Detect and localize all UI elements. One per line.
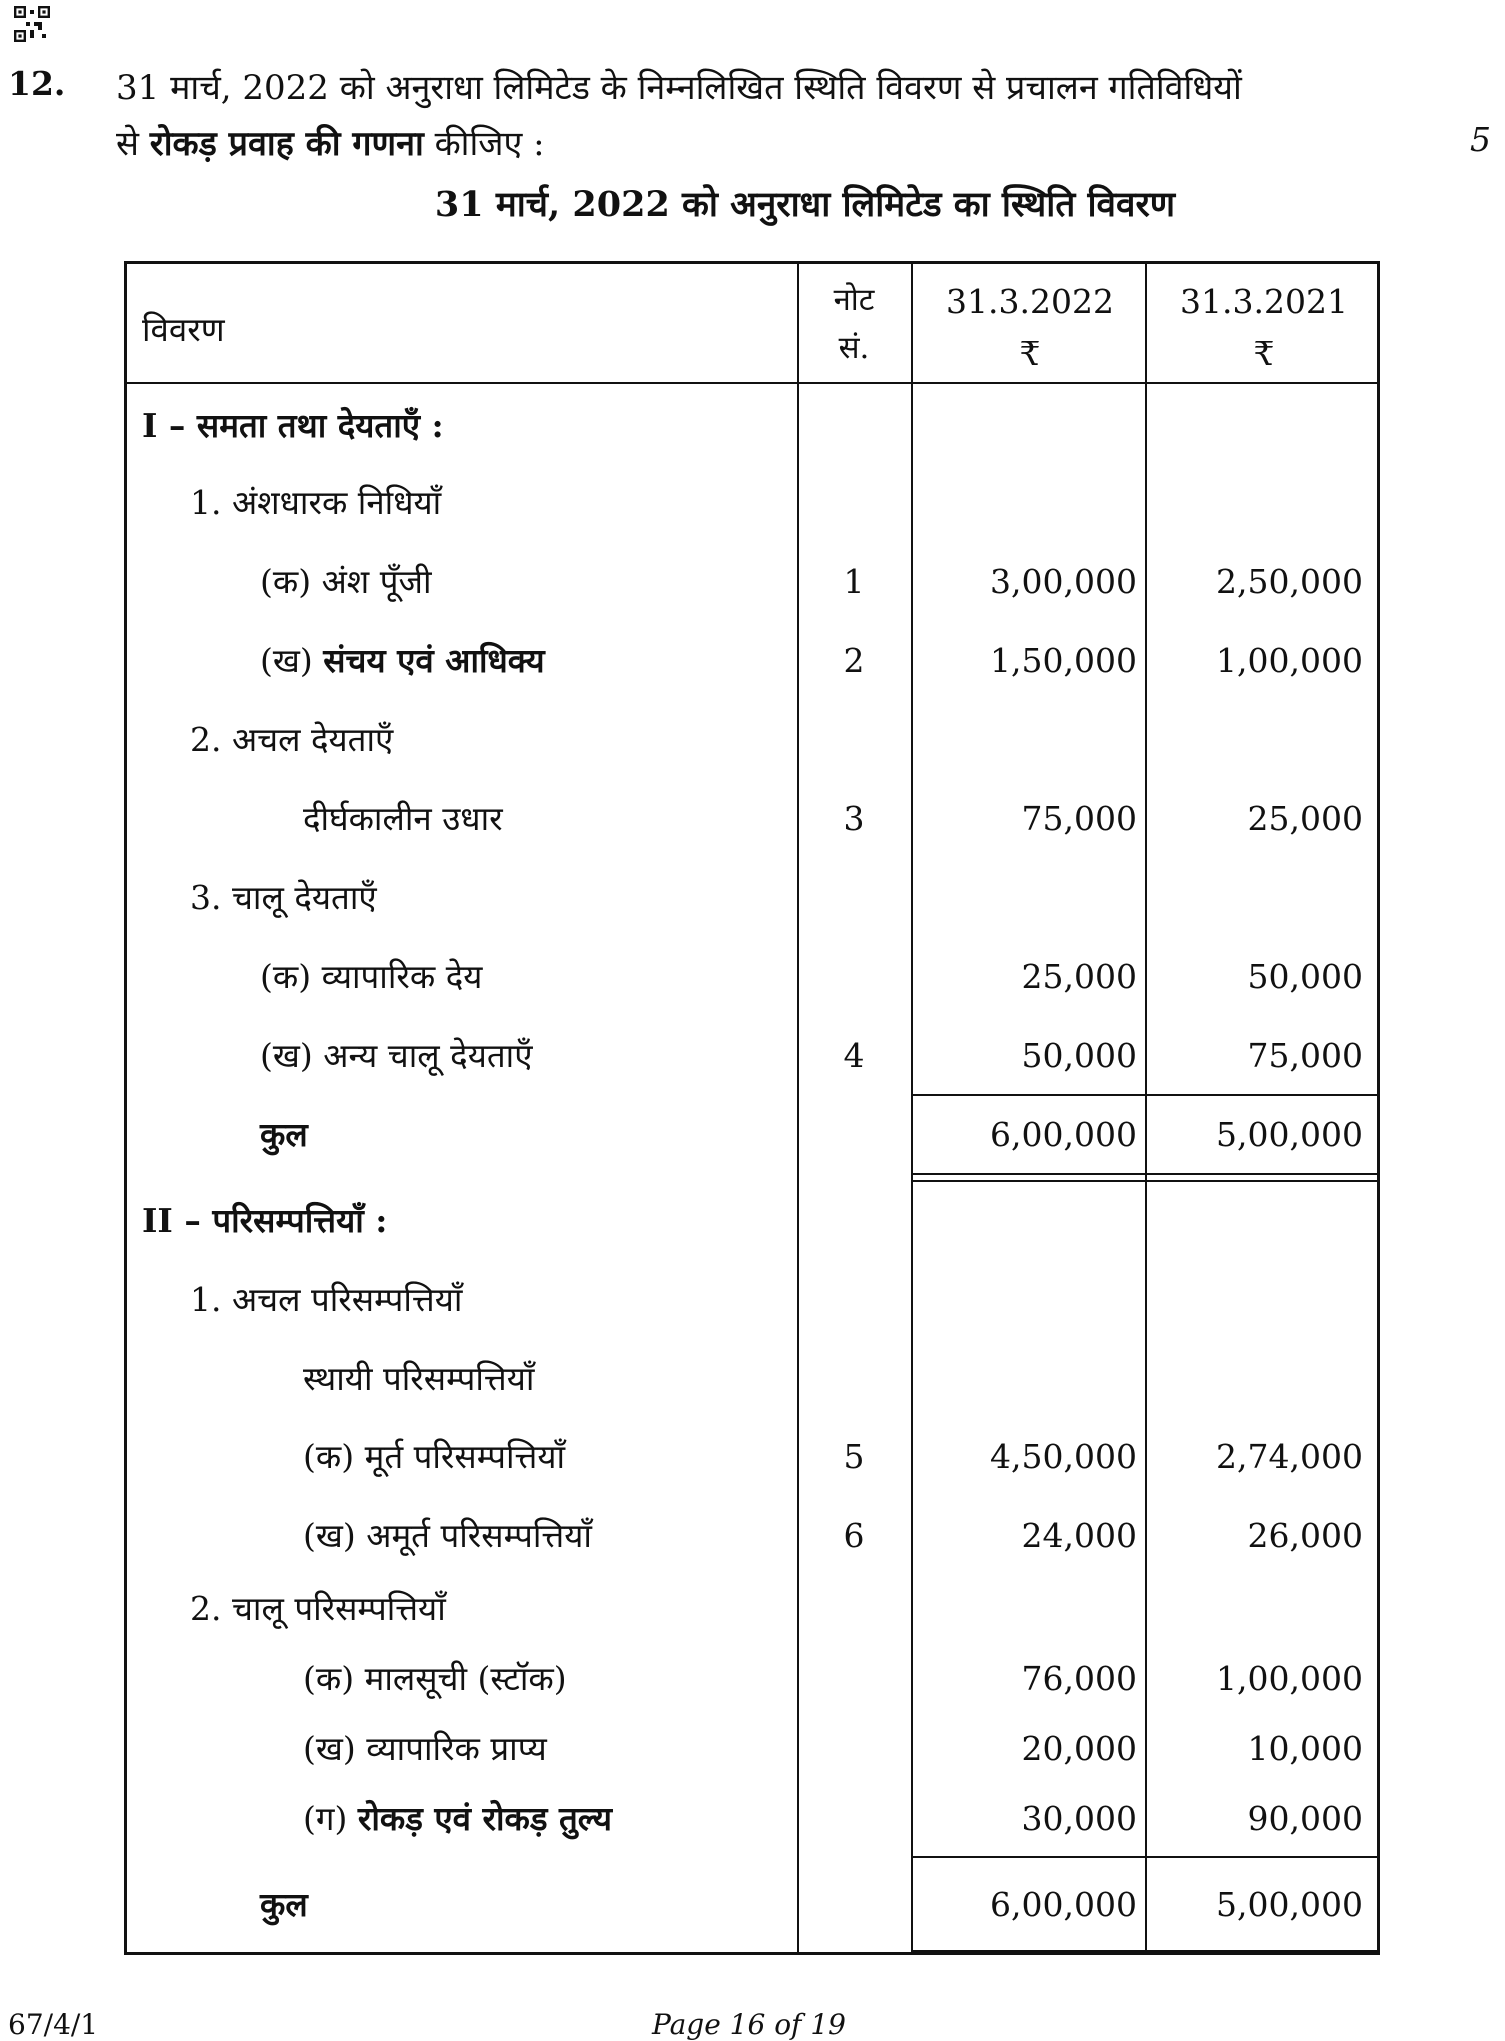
table-row-total: [127, 1106, 1377, 1164]
question-line-2-bold: रोकड़ प्रवाह की गणना: [149, 124, 424, 164]
total-double-rule: [911, 1173, 1377, 1182]
header-year-2021-label: 31.3.2021: [1180, 282, 1348, 321]
table-row: [127, 1580, 1377, 1638]
header-note-line-2: सं.: [838, 330, 870, 366]
question-line-1: 31 मार्च, 2022 को अनुराधा लिमिटेड के निम्नलिखित स्थिति विवरण से प्रचालन गतिविधियों: [116, 68, 1242, 108]
paper-code: 67/4/1: [8, 2008, 99, 2041]
page-number: Page 16 of 19: [652, 2008, 846, 2041]
header-note-no: [799, 276, 909, 372]
question-text: [116, 60, 1416, 172]
table-row: [127, 553, 1377, 611]
row-label-bold: रोकड़ एवं रोकड़ तुल्य: [357, 1799, 613, 1838]
table-row: [127, 1507, 1377, 1565]
row-value-2021: 50,000: [1247, 957, 1363, 996]
row-label: (क) मूर्त परिसम्पत्तियाँ: [303, 1437, 566, 1476]
row-label: (क) अंश पूँजी: [260, 562, 432, 601]
row-value-2022: 3,00,000: [990, 562, 1137, 601]
header-rule: [127, 382, 1377, 384]
qr-code-icon: [14, 6, 50, 42]
row-value-2021: 2,74,000: [1216, 1437, 1363, 1476]
row-note: 4: [843, 1036, 865, 1075]
row-label: [303, 1790, 612, 1848]
question-line-2-prefix: से: [116, 124, 139, 164]
row-value-2022: 24,000: [1021, 1516, 1137, 1555]
row-label-prefix: (ग): [303, 1799, 348, 1838]
row-label: 2. चालू परिसम्पत्तियाँ: [190, 1589, 446, 1628]
header-particulars: विवरण: [142, 310, 225, 349]
table-row: [127, 1027, 1377, 1085]
row-value-2021: 10,000: [1247, 1729, 1363, 1768]
table-row: [127, 1428, 1377, 1486]
row-value-2021: 75,000: [1247, 1036, 1363, 1075]
question-number: 12.: [8, 64, 66, 103]
row-value-2021: 25,000: [1247, 799, 1363, 838]
row-label: 1. अचल परिसम्पत्तियाँ: [190, 1280, 463, 1319]
table-row: [127, 711, 1377, 769]
table-row: [127, 474, 1377, 532]
row-label: दीर्घकालीन उधार: [303, 799, 503, 838]
rupee-icon: ₹: [1019, 334, 1041, 373]
total-value-2021: 5,00,000: [1216, 1885, 1363, 1924]
table-row: [127, 397, 1377, 455]
header-year-2021: [1147, 276, 1381, 380]
total-label: कुल: [260, 1115, 308, 1154]
row-value-2021: 26,000: [1247, 1516, 1363, 1555]
table-row: [127, 790, 1377, 848]
total-rule-top: [911, 1856, 1377, 1858]
table-row: [127, 1720, 1377, 1778]
total-rule-top: [911, 1094, 1377, 1096]
row-value-2021: 1,00,000: [1216, 1659, 1363, 1698]
row-note: 6: [843, 1516, 865, 1555]
row-label-prefix: (ख): [260, 641, 313, 680]
table-row: [127, 1350, 1377, 1408]
section-heading-equity-liabilities: I – समता तथा देयताएँ :: [142, 406, 444, 445]
row-label: (ख) अन्य चालू देयताएँ: [260, 1036, 533, 1075]
row-label: (क) मालसूची (स्टॉक): [303, 1659, 567, 1698]
total-rule-bottom: [911, 1950, 1377, 1954]
table-row: [127, 1192, 1377, 1250]
header-year-2022-label: 31.3.2022: [946, 282, 1114, 321]
balance-sheet-table: [124, 261, 1380, 1955]
section-heading-assets: II – परिसम्पत्तियाँ :: [142, 1201, 388, 1240]
question-line-2-suffix: कीजिए :: [434, 124, 545, 164]
table-row: [127, 869, 1377, 927]
total-value-2022: 6,00,000: [990, 1885, 1137, 1924]
total-value-2021: 5,00,000: [1216, 1115, 1363, 1154]
question-marks: 5: [1470, 120, 1491, 159]
row-value-2022: 76,000: [1021, 1659, 1137, 1698]
row-label: (ख) व्यापारिक प्राप्य: [303, 1729, 547, 1768]
row-value-2021: 2,50,000: [1216, 562, 1363, 601]
row-note: 5: [843, 1437, 865, 1476]
table-row-total: [127, 1876, 1377, 1934]
table-row: [127, 632, 1377, 690]
row-value-2022: 50,000: [1021, 1036, 1137, 1075]
row-value-2021: 90,000: [1247, 1799, 1363, 1838]
row-label: (ख) अमूर्त परिसम्पत्तियाँ: [303, 1516, 592, 1555]
table-row: [127, 948, 1377, 1006]
row-label: 1. अंशधारक निधियाँ: [190, 483, 442, 522]
row-label: (क) व्यापारिक देय: [260, 957, 483, 996]
total-value-2022: 6,00,000: [990, 1115, 1137, 1154]
row-label-bold: संचय एवं आधिक्य: [323, 641, 545, 680]
row-label: 2. अचल देयताएँ: [190, 720, 394, 759]
row-label: 3. चालू देयताएँ: [190, 878, 377, 917]
row-value-2022: 1,50,000: [990, 641, 1137, 680]
statement-title: 31 मार्च, 2022 को अनुराधा लिमिटेड का स्थिति विवरण: [434, 184, 1176, 225]
table-row: [127, 1650, 1377, 1708]
total-label: कुल: [260, 1885, 308, 1924]
header-note-line-1: नोट: [833, 282, 875, 318]
row-note: 1: [843, 562, 865, 601]
rupee-icon: ₹: [1253, 334, 1275, 373]
row-value-2022: 4,50,000: [990, 1437, 1137, 1476]
table-row: [127, 1790, 1377, 1848]
table-row: [127, 1271, 1377, 1329]
header-year-2022: [913, 276, 1147, 380]
row-label: स्थायी परिसम्पत्तियाँ: [303, 1359, 535, 1398]
row-value-2021: 1,00,000: [1216, 641, 1363, 680]
row-note: 2: [843, 641, 865, 680]
row-value-2022: 30,000: [1021, 1799, 1137, 1838]
row-label: [260, 632, 545, 690]
row-value-2022: 25,000: [1021, 957, 1137, 996]
row-note: 3: [843, 799, 865, 838]
row-value-2022: 75,000: [1021, 799, 1137, 838]
row-value-2022: 20,000: [1021, 1729, 1137, 1768]
question-line-2: [116, 116, 1416, 172]
